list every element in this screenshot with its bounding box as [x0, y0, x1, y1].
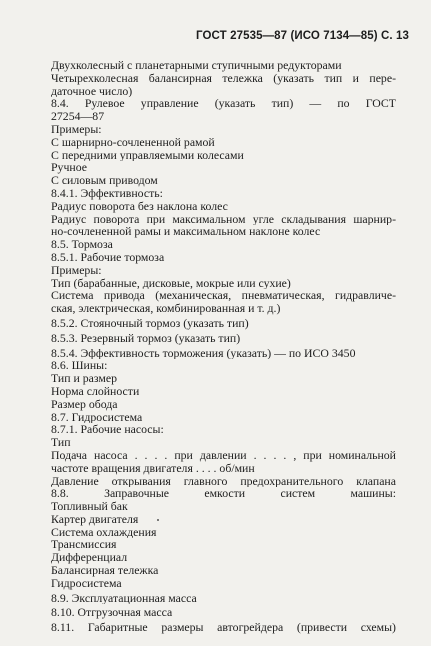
- section-heading: 8.4. Рулевое управление (указать тип) — по ГОСТ: [51, 97, 396, 111]
- section-heading: 8.11. Габаритные размеры автогрейдера (привести схемы): [51, 621, 396, 635]
- text-line: Норма слойности: [51, 384, 140, 398]
- text-line: Тип: [51, 436, 71, 449]
- section-heading: 8.7. Гидросистема: [51, 410, 143, 424]
- text-line: С силовым приводом: [51, 174, 158, 187]
- text-line: Размер обода: [51, 397, 118, 411]
- section-heading: 8.4.1. Эффективность:: [51, 186, 163, 200]
- text-line: частоте вращения двигателя . . . . об/мин: [51, 461, 255, 475]
- text-line: Радиус поворота без наклона колес: [51, 199, 228, 213]
- text-line: Четырехколесная балансирная тележка (указать тип и пере-: [51, 71, 396, 85]
- text-line: даточное число): [51, 84, 133, 98]
- text-line: Картер двигателя: [51, 512, 139, 526]
- text-line: Ручное: [51, 161, 87, 175]
- ink-speck: [157, 519, 159, 521]
- text-line: Примеры:: [51, 263, 102, 277]
- section-heading: 8.5.2. Стояночный тормоз (указать тип): [51, 316, 249, 330]
- section-heading: 8.5.4. Эффективность торможения (указать) — по ИСО 3450: [51, 346, 356, 360]
- page-header: ГОСТ 27535—87 (ИСО 7134—85) С. 13: [196, 30, 409, 42]
- text-line: Примеры:: [51, 122, 102, 136]
- document-body: [51, 59, 396, 634]
- text-line: Тип и размер: [51, 372, 117, 385]
- text-line: Система привода (механическая, пневматическая, гидравличе-: [51, 289, 396, 303]
- section-heading: 8.9. Эксплуатационная масса: [51, 591, 197, 605]
- text-line: Топливный бак: [51, 500, 128, 513]
- text-line: Тип (барабанные, дисковые, мокрые или сухие): [51, 276, 291, 290]
- text-line: Подача насоса . . . . при давлении . . . . , при номинальной: [51, 448, 396, 462]
- text-line: С шарнирно-сочлененной рамой: [51, 135, 215, 149]
- text-line: Радиус поворота при максимальном угле складывания шарнир-: [51, 212, 396, 226]
- text-line: но-сочлененной рамы и максимальном наклоне колес: [51, 225, 321, 239]
- section-heading: 8.5.3. Резервный тормоз (указать тип): [51, 331, 241, 345]
- text-line: Двухколесный с планетарными ступичными редукторами: [51, 59, 342, 72]
- text-line: 27254—87: [51, 110, 105, 123]
- text-line: Трансмиссия: [51, 538, 117, 552]
- text-line: Давление открывания главного предохранительного клапана: [51, 474, 396, 488]
- text-line: Дифференциал: [51, 551, 128, 565]
- text-line: С передними управляемыми колесами: [51, 148, 244, 162]
- text-line: Гидросистема: [51, 576, 122, 590]
- section-heading: 8.8. Заправочные емкости систем машины:: [51, 487, 396, 501]
- section-heading: 8.7.1. Рабочие насосы:: [51, 423, 164, 437]
- section-heading: 8.6. Шины:: [51, 359, 108, 373]
- text-line: Балансирная тележка: [51, 564, 159, 577]
- text-line: ская, электрическая, комбинированная и т. д.): [51, 302, 281, 315]
- section-heading: 8.5.1. Рабочие тормоза: [51, 250, 165, 264]
- section-heading: 8.10. Отгрузочная масса: [51, 606, 173, 620]
- text-line: Система охлаждения: [51, 525, 157, 539]
- section-heading: 8.5. Тормоза: [51, 238, 113, 251]
